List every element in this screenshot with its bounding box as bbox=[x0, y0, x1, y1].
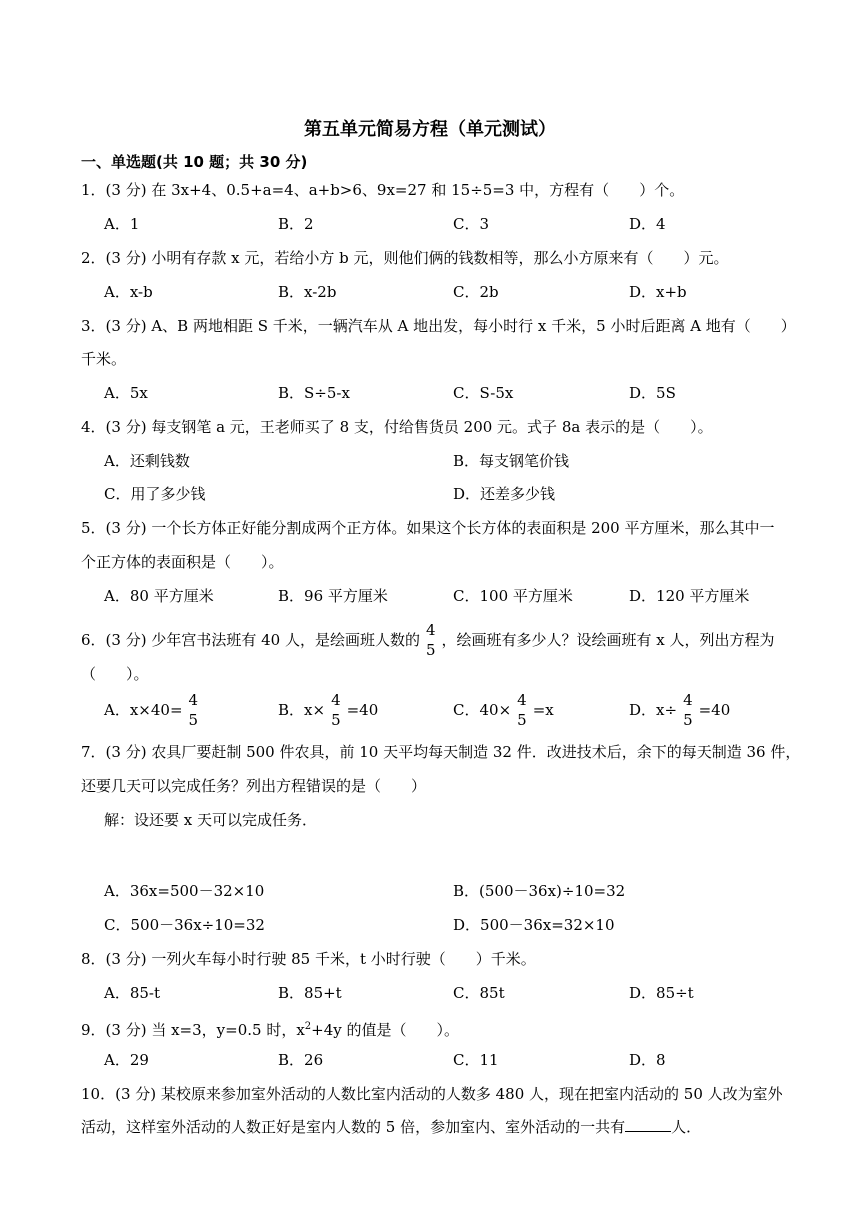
q7-option-c[interactable]: C．500－36x÷10=32 bbox=[104, 916, 265, 934]
question-3-stem-line2: 千米。 bbox=[81, 350, 127, 368]
question-2-stem: 2．(3 分) 小明有存款 x 元，若给小方 b 元，则他们俩的钱数相等，那么小方原来有（ ）元。 bbox=[81, 249, 729, 267]
section-heading: 一、单选题(共 10 题；共 30 分) bbox=[81, 153, 308, 171]
q3-option-a[interactable]: A．5x bbox=[104, 384, 148, 402]
q4-option-d[interactable]: D．还差多少钱 bbox=[453, 485, 556, 503]
q6-option-c[interactable] bbox=[453, 690, 554, 731]
q2-option-b[interactable]: B．x-2b bbox=[278, 283, 337, 301]
q4-option-b[interactable]: B．每支钢笔价钱 bbox=[453, 452, 570, 470]
fraction-numerator: 4 bbox=[331, 691, 341, 709]
fraction bbox=[189, 690, 199, 730]
q2-option-d[interactable]: D．x+b bbox=[629, 283, 687, 301]
q5-option-d[interactable]: D．120 平方厘米 bbox=[629, 587, 750, 605]
question-9-stem bbox=[81, 1017, 459, 1040]
q6-option-b-tail: =40 bbox=[346, 701, 379, 719]
q8-option-d[interactable]: D．85÷t bbox=[629, 984, 694, 1002]
fraction bbox=[683, 690, 693, 730]
question-6-stem-line1 bbox=[81, 620, 775, 664]
q6-option-d-text: D．x÷ bbox=[629, 701, 678, 719]
q6-option-c-tail: =x bbox=[532, 701, 554, 719]
question-7-stem-line2: 还要几天可以完成任务？列出方程错误的是（ ） bbox=[81, 777, 427, 795]
answer-blank[interactable] bbox=[625, 1117, 671, 1132]
fraction bbox=[426, 620, 436, 660]
q6-stem-part-a: 6．(3 分) 少年宫书法班有 40 人，是绘画班人数的 bbox=[81, 631, 420, 649]
q2-option-c[interactable]: C．2b bbox=[453, 283, 499, 301]
q9-stem-part-a: 9．(3 分) 当 x=3，y=0.5 时，x bbox=[81, 1021, 305, 1039]
question-3-stem-line1: 3．(3 分) A、B 两地相距 S 千米，一辆汽车从 A 地出发，每小时行 x 千米，5 小时后距离 A 地有（ ） bbox=[81, 317, 796, 335]
q3-option-c[interactable]: C．S-5x bbox=[453, 384, 514, 402]
question-7-stem-line1: 7．(3 分) 农具厂要赶制 500 件农具，前 10 天平均每天制造 32 件．改进技术后，余下的每天制造 36 件， bbox=[81, 743, 801, 761]
q9-option-b[interactable]: B．26 bbox=[278, 1051, 324, 1069]
q7-option-d[interactable]: D．500－36x=32×10 bbox=[453, 916, 615, 934]
q7-option-b[interactable]: B．(500－36x)÷10=32 bbox=[453, 882, 626, 900]
question-10-stem-line1: 10．(3 分) 某校原来参加室外活动的人数比室内活动的人数多 480 人，现在把室内活动的 50 人改为室外 bbox=[81, 1085, 783, 1103]
q1-option-b[interactable]: B．2 bbox=[278, 215, 314, 233]
q8-option-b[interactable]: B．85+t bbox=[278, 984, 342, 1002]
q1-option-d[interactable]: D．4 bbox=[629, 215, 666, 233]
question-7-solution-hint: 解：设还要 x 天可以完成任务． bbox=[104, 811, 317, 829]
fraction-denominator: 5 bbox=[331, 711, 341, 729]
fraction-numerator: 4 bbox=[188, 691, 199, 709]
q5-option-a[interactable]: A．80 平方厘米 bbox=[104, 587, 214, 605]
q9-option-a[interactable]: A．29 bbox=[104, 1051, 149, 1069]
q6-option-a[interactable] bbox=[104, 690, 204, 731]
q10-stem-part-b: 人． bbox=[671, 1118, 702, 1136]
q6-option-b[interactable] bbox=[278, 690, 378, 731]
question-6-stem-line2: （ ）。 bbox=[81, 665, 149, 683]
q1-option-a[interactable]: A．1 bbox=[104, 215, 140, 233]
q5-option-c[interactable]: C．100 平方厘米 bbox=[453, 587, 573, 605]
fraction-numerator: 4 bbox=[683, 691, 693, 709]
q9-exponent: 2 bbox=[304, 1021, 312, 1032]
fraction-denominator: 5 bbox=[683, 711, 693, 729]
q6-option-b-text: B．x× bbox=[278, 701, 326, 719]
q6-option-c-text: C．40× bbox=[453, 701, 512, 719]
question-5-stem-line2: 个正方体的表面积是（ ）。 bbox=[81, 553, 284, 571]
question-8-stem: 8．(3 分) 一列火车每小时行驶 85 千米，t 小时行驶（ ）千米。 bbox=[81, 950, 536, 968]
q10-stem-part-a: 活动，这样室外活动的人数正好是室内人数的 5 倍，参加室内、室外活动的一共有 bbox=[81, 1118, 626, 1136]
q5-option-b[interactable]: B．96 平方厘米 bbox=[278, 587, 388, 605]
question-5-stem-line1: 5．(3 分) 一个长方体正好能分割成两个正方体。如果这个长方体的表面积是 200 平方厘米，那么其中一 bbox=[81, 519, 775, 537]
fraction-numerator: 4 bbox=[425, 621, 436, 639]
q8-option-c[interactable]: C．85t bbox=[453, 984, 505, 1002]
q4-option-c[interactable]: C．用了多少钱 bbox=[104, 485, 206, 503]
q4-option-a[interactable]: A．还剩钱数 bbox=[104, 452, 190, 470]
page-title: 第五单元简易方程（单元测试） bbox=[304, 119, 556, 140]
q6-option-a-text: A．x×40= bbox=[104, 701, 183, 719]
question-10-stem-line2 bbox=[81, 1117, 701, 1137]
fraction bbox=[517, 690, 527, 730]
q1-option-c[interactable]: C．3 bbox=[453, 215, 490, 233]
q6-stem-part-b: ，绘画班有多少人？设绘画班有 x 人，列出方程为 bbox=[441, 631, 775, 649]
q7-option-a[interactable]: A．36x=500－32×10 bbox=[104, 882, 265, 900]
q9-stem-part-b: +4y 的值是（ ）。 bbox=[311, 1021, 460, 1039]
q8-option-a[interactable]: A．85-t bbox=[104, 984, 161, 1002]
q6-option-d-tail: =40 bbox=[698, 701, 731, 719]
question-4-stem: 4．(3 分) 每支钢笔 a 元，王老师买了 8 支，付给售货员 200 元。式子 8a 表示的是（ ）。 bbox=[81, 418, 713, 436]
q9-option-c[interactable]: C．11 bbox=[453, 1051, 499, 1069]
fraction-denominator: 5 bbox=[425, 641, 436, 659]
q6-option-d[interactable] bbox=[629, 690, 730, 731]
fraction-denominator: 5 bbox=[188, 711, 199, 729]
fraction-denominator: 5 bbox=[517, 711, 527, 729]
q2-option-a[interactable]: A．x-b bbox=[104, 283, 153, 301]
q3-option-b[interactable]: B．S÷5-x bbox=[278, 384, 350, 402]
question-1-stem: 1．(3 分) 在 3x+4、0.5+a=4、a+b>6、9x=27 和 15÷5=3 中，方程有（ ）个。 bbox=[81, 181, 685, 199]
q9-option-d[interactable]: D．8 bbox=[629, 1051, 666, 1069]
q3-option-d[interactable]: D．5S bbox=[629, 384, 676, 402]
fraction-numerator: 4 bbox=[517, 691, 527, 709]
fraction bbox=[331, 690, 341, 730]
